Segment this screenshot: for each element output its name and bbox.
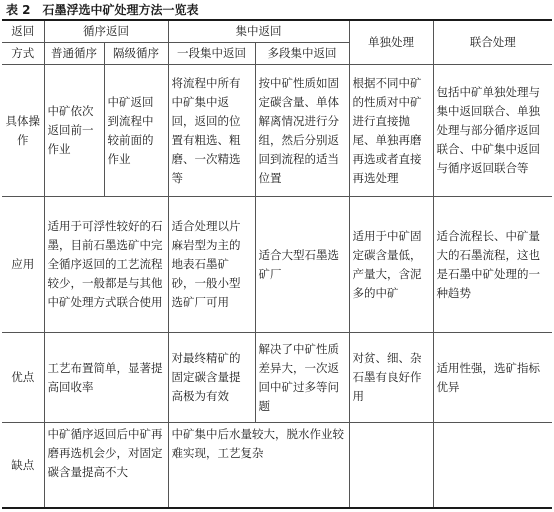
cell-operation-normal: 中矿依次返回前一作业 — [44, 65, 104, 197]
corner-header-bottom: 方式 — [2, 43, 44, 65]
table-number: 表 2 — [6, 3, 31, 17]
normal-cyclic-header: 普通循序 — [44, 43, 104, 65]
header-row-1 — [2, 20, 552, 43]
cell-operation-combined: 包括中矿单独处理与集中返回联合、单独处理与部分循序返回联合、中矿集中返回与循序返回联合等 — [433, 65, 552, 197]
cell-application-cyclic: 适用于可浮性较好的石墨，目前石墨选矿中完全循序返回的工艺流程较少，一般都是与其他中矿处理方式联合使用 — [44, 197, 168, 333]
central-return-header: 集中返回 — [168, 20, 349, 43]
cell-advantages-separate: 对贫、细、杂石墨有良好作用 — [349, 333, 433, 423]
cell-advantages-one-stage: 对最终精矿的固定碳含量提高极为有效 — [168, 333, 255, 423]
table-row-disadvantages — [2, 423, 552, 509]
table-row-application — [2, 197, 552, 333]
cell-operation-multi-stage: 按中矿性质如固定碳含量、单体解离情况进行分组，然后分别返回到流程的适当位置 — [255, 65, 349, 197]
cell-application-one-stage: 适合处理以片麻岩型为主的地表石墨矿砂，一般小型选矿厂可用 — [168, 197, 255, 333]
row-label-application: 应用 — [2, 197, 44, 333]
cell-operation-one-stage: 将流程中所有中矿集中返回，返回的位置有粗选、粗磨、一次精选等 — [168, 65, 255, 197]
table-caption — [6, 2, 199, 18]
multi-stage-header: 多段集中返回 — [255, 43, 349, 65]
cell-disadvantages-separate — [349, 423, 433, 509]
row-label-advantages: 优点 — [2, 333, 44, 423]
cell-advantages-combined: 适用性强，选矿指标优异 — [433, 333, 552, 423]
one-stage-header: 一段集中返回 — [168, 43, 255, 65]
row-label-operation: 具体操作 — [2, 65, 44, 197]
cell-operation-skip: 中矿返回到流程中较前面的作业 — [104, 65, 168, 197]
graphite-middlings-table — [2, 19, 552, 509]
cell-disadvantages-cyclic: 中矿循序返回后中矿再磨再选机会少，对固定碳含量提高不大 — [44, 423, 168, 509]
cell-application-combined: 适合流程长、中矿量大的石墨流程，这也是石墨中矿处理的一种趋势 — [433, 197, 552, 333]
cell-advantages-cyclic: 工艺布置简单，显著提高回收率 — [44, 333, 168, 423]
table-row-advantages — [2, 333, 552, 423]
cell-advantages-multi-stage: 解决了中矿性质差异大，一次返回中矿过多等问题 — [255, 333, 349, 423]
combined-treatment-header: 联合处理 — [433, 20, 552, 65]
corner-header-top: 返回 — [2, 20, 44, 43]
cell-disadvantages-combined — [433, 423, 552, 509]
skip-cyclic-header: 隔级循序 — [104, 43, 168, 65]
cell-disadvantages-central: 中矿集中后水量较大，脱水作业较难实现，工艺复杂 — [168, 423, 349, 509]
cell-application-multi-stage: 适合大型石墨选矿厂 — [255, 197, 349, 333]
table-title: 石墨浮选中矿处理方法一览表 — [42, 3, 199, 17]
cell-operation-separate: 根据不同中矿的性质对中矿进行直接抛尾、单独再磨再选或者直接再选处理 — [349, 65, 433, 197]
row-label-disadvantages: 缺点 — [2, 423, 44, 509]
cell-application-separate: 适用于中矿固定碳含量低，产量大，含泥多的中矿 — [349, 197, 433, 333]
separate-treatment-header: 单独处理 — [349, 20, 433, 65]
cyclic-return-header: 循序返回 — [44, 20, 168, 43]
table-row-operation — [2, 65, 552, 197]
